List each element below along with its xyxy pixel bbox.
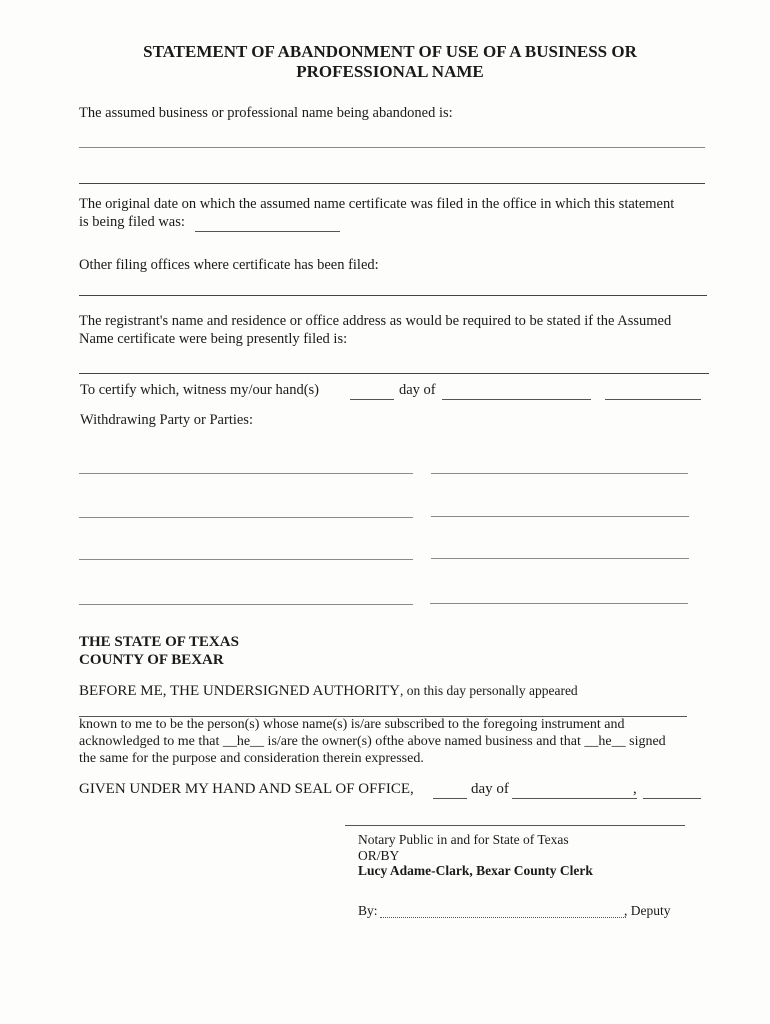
state-heading: THE STATE OF TEXAS: [79, 634, 239, 650]
form-title-line-2: PROFESSIONAL NAME: [296, 62, 484, 81]
given-day-blank[interactable]: [433, 798, 467, 799]
withdrawing-label: Withdrawing Party or Parties:: [80, 412, 253, 428]
withdrawing-party-line-3-right[interactable]: [431, 558, 689, 559]
certify-month-blank[interactable]: [442, 399, 591, 400]
original-date-text-1: The original date on which the assumed name certificate was filed in the office in which this statement: [79, 196, 675, 212]
given-day-of: day of: [471, 781, 509, 797]
before-me-caps: BEFORE ME, THE UNDERSIGNED AUTHORITY: [79, 683, 400, 699]
acknowledgment-text-2: acknowledged to me that __he__ is/are the owner(s) ofthe above named business and that __he__ signed: [79, 734, 666, 749]
before-me-text: [79, 682, 578, 700]
given-year-blank[interactable]: [643, 798, 701, 799]
county-clerk-name: Lucy Adame-Clark, Bexar County Clerk: [358, 863, 593, 878]
other-offices-line[interactable]: [79, 295, 707, 296]
certify-day-blank[interactable]: [350, 399, 394, 400]
notary-line-2: OR/BY: [358, 848, 400, 863]
name-abandoned-line-1[interactable]: [79, 147, 705, 148]
county-heading: COUNTY OF BEXAR: [79, 652, 224, 668]
form-title-line-1: STATEMENT OF ABANDONMENT OF USE OF A BUSINESS OR: [143, 42, 637, 61]
original-date-text-2: is being filed was:: [79, 214, 185, 230]
notary-signature-line[interactable]: [345, 825, 685, 826]
withdrawing-party-line-4-right[interactable]: [430, 603, 688, 604]
certify-day-of: day of: [399, 382, 436, 398]
registrant-text-1: The registrant's name and residence or office address as would be required to be stated if the Assumed: [79, 313, 672, 329]
given-text: GIVEN UNDER MY HAND AND SEAL OF OFFICE,: [79, 781, 414, 797]
withdrawing-party-line-1-left[interactable]: [79, 473, 413, 474]
notary-line-1: Notary Public in and for State of Texas: [358, 832, 569, 847]
deputy-label: , Deputy: [624, 903, 671, 918]
before-me-rest: , on this day personally appeared: [399, 683, 578, 698]
given-comma: ,: [633, 781, 637, 797]
other-offices-label: Other filing offices where certificate has been filed:: [79, 257, 379, 273]
acknowledgment-text-3: the same for the purpose and consideration therein expressed.: [79, 751, 424, 766]
registrant-line[interactable]: [79, 373, 709, 374]
given-month-blank[interactable]: [512, 798, 637, 799]
certify-year-blank[interactable]: [605, 399, 701, 400]
original-date-blank[interactable]: [195, 231, 340, 232]
name-abandoned-line-2[interactable]: [79, 183, 705, 184]
acknowledgment-text-1: known to me to be the person(s) whose name(s) is/are subscribed to the foregoing instrument and: [79, 717, 625, 732]
withdrawing-party-line-3-left[interactable]: [79, 559, 413, 560]
withdrawing-party-line-1-right[interactable]: [431, 473, 688, 474]
registrant-text-2: Name certificate were being presently filed is:: [79, 331, 348, 347]
withdrawing-party-line-4-left[interactable]: [79, 604, 413, 605]
deputy-signature-line[interactable]: [380, 917, 626, 918]
certify-text: To certify which, witness my/our hand(s): [80, 382, 319, 398]
name-abandoned-label: The assumed business or professional name being abandoned is:: [79, 105, 453, 121]
withdrawing-party-line-2-right[interactable]: [431, 516, 689, 517]
by-label: By:: [358, 903, 378, 918]
withdrawing-party-line-2-left[interactable]: [79, 517, 413, 518]
